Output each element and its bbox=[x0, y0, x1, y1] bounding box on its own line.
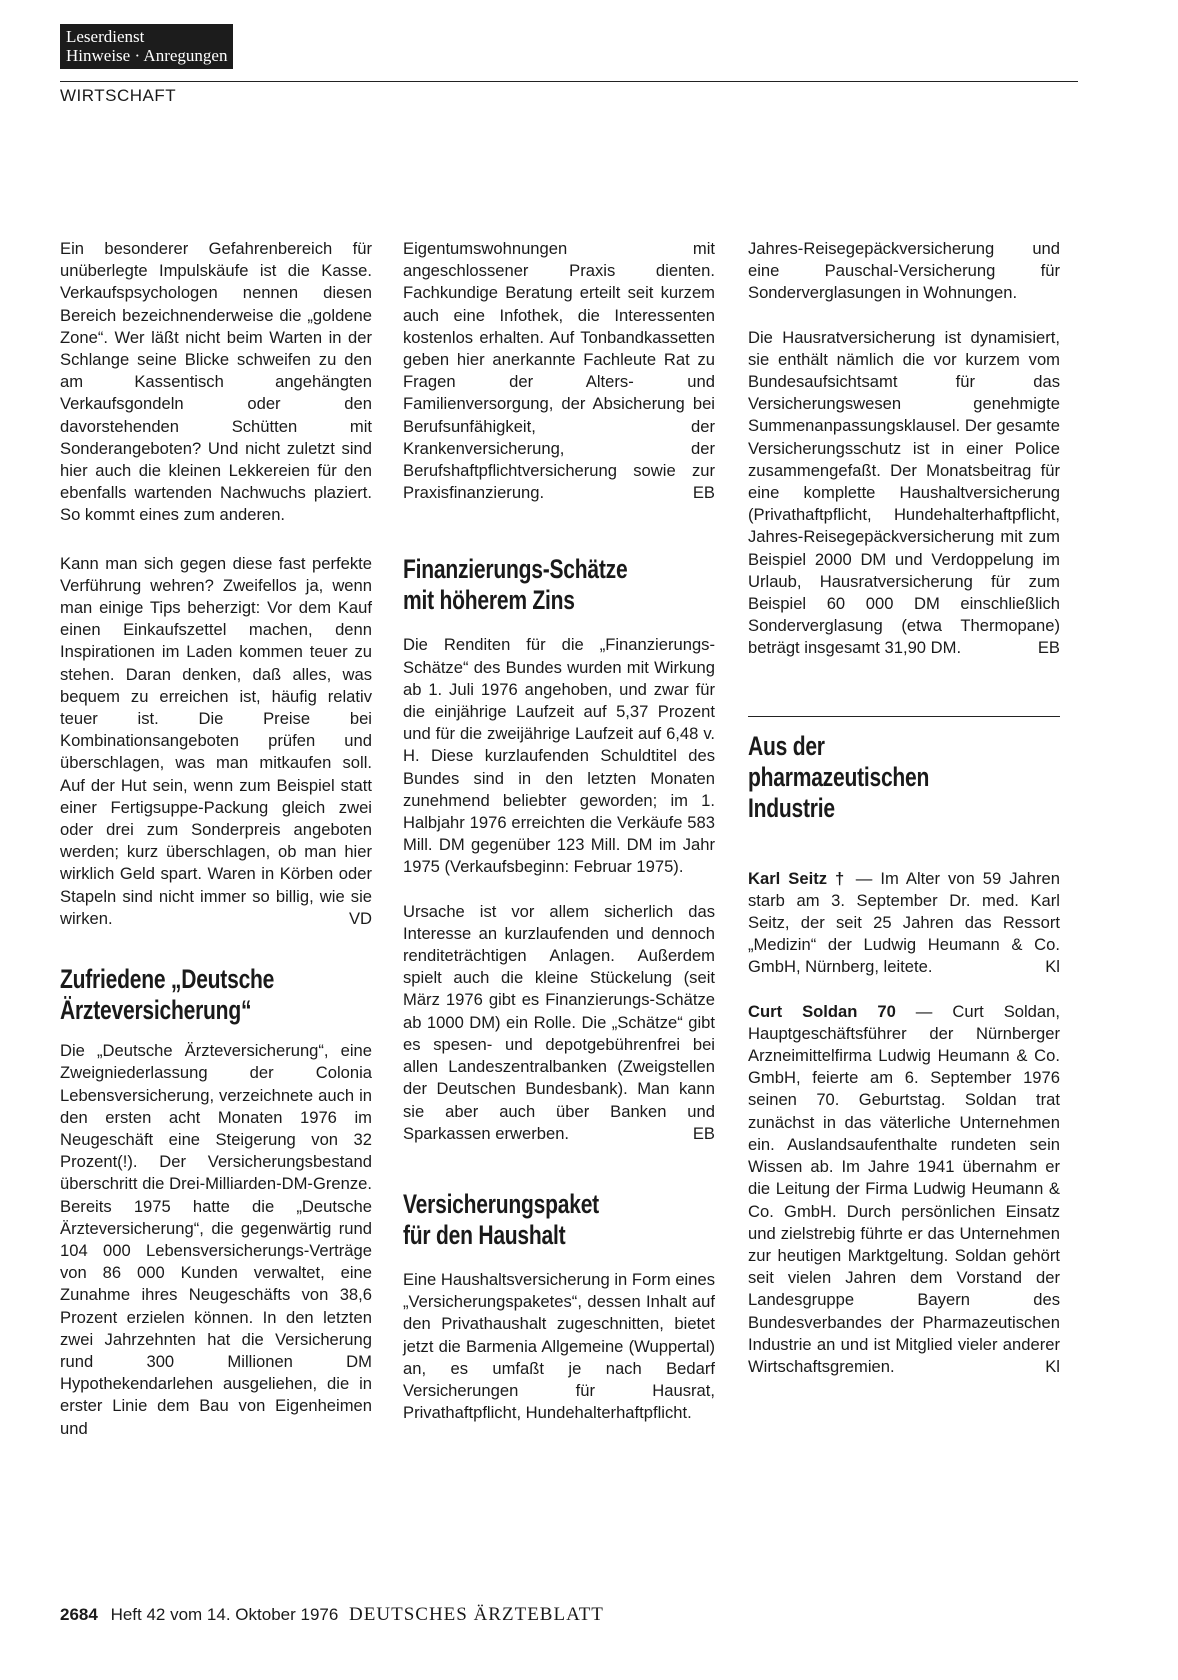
headline-line: Industrie bbox=[748, 792, 835, 823]
headline-line: Ärzteversicherung“ bbox=[60, 995, 252, 1026]
item-lead: Curt Soldan 70 bbox=[748, 1001, 896, 1021]
paragraph-text: Eigentumswohnungen mit angeschlossener Praxis dienten. Fachkundige Beratung erteilt seit kurzem auch eine Infothek, die Interessenten kostenlos erhalten. Auf Tonbandkassetten geben hier anerkannte Fachleute Rat zu Fragen der Alters- und Familienversorgung, der Absicherung bei Berufsunfähigkeit, der Krankenversicherung, der Berufshaftpflichtversicherung sowie zur Praxisfinanzierung. bbox=[403, 239, 715, 503]
author-signature: EB bbox=[692, 1123, 715, 1143]
paragraph bbox=[403, 901, 715, 1145]
paragraph-text: Kann man sich gegen diese fast perfekte Verführung wehren? Zweifellos ja, wenn man einige Tips beherzigt: Vor dem Kauf einen Einkaufszettel machen, denn Inspirationen im Laden kommen teuer zu stehen. Daran denken, daß alles, was bequem zu erreichen ist, häufig relativ teuer ist. Die Preise bei Kombinationsangeboten prüfen und überschlagen, was man mitkaufen soll. Auf der Hut sein, wenn zum Beispiel statt einer Fertigsuppe-Packung gleich zwei oder drei zum Sonderpreis angeboten werden; kurz überschlagen, ob man hier wirklich Geld spart. Waren in Körben oder Stapeln sind nicht immer so billig, wie sie wirken. bbox=[60, 553, 372, 928]
author-signature: VD bbox=[348, 908, 372, 928]
headline-line: Finanzierungs-Schätze bbox=[403, 554, 628, 585]
tag-line-2: Hinweise · Anregungen bbox=[66, 46, 228, 65]
headline-line: für den Haushalt bbox=[403, 1219, 566, 1250]
section-tag bbox=[60, 24, 233, 69]
paragraph bbox=[748, 1001, 1060, 1378]
journal-name: DEUTSCHES ÄRZTEBLATT bbox=[349, 1604, 604, 1625]
paragraph bbox=[403, 238, 715, 504]
header-rule bbox=[60, 81, 1078, 82]
paragraph bbox=[748, 868, 1060, 979]
headline-line: mit höherem Zins bbox=[403, 585, 575, 616]
headline-line: Versicherungspaket bbox=[403, 1188, 599, 1219]
item-lead: Karl Seitz † bbox=[748, 868, 848, 888]
column-1 bbox=[60, 238, 372, 1440]
paragraph: Die Renditen für die „Finanzierungs-Schätze“ des Bundes wurden mit Wirkung ab 1. Juli 1976 angehoben, und zwar für die einjährige Laufzeit auf 5,37 Prozent und für die zweijährige Laufzeit auf 6,48 v. H. Diese kurzlaufenden Schuldtitel des Bundes sind in den letzten Monaten zunehmend beliebter geworden; im 1. Halbjahr 1976 erreichten die Verkäufe 583 Mill. DM gegenüber 123 Mill. DM im Jahr 1975 (Verkaufsbeginn: Februar 1975). bbox=[403, 635, 715, 877]
page-footer bbox=[60, 1604, 604, 1626]
issue-info: Heft 42 vom 14. Oktober 1976 bbox=[110, 1605, 339, 1624]
article-headline bbox=[403, 1189, 715, 1251]
author-signature: EB bbox=[692, 483, 715, 503]
article-headline bbox=[748, 731, 1060, 824]
paragraph: Die „Deutsche Ärzteversicherung“, eine Zweigniederlassung der Colonia Lebensversicherung, verzeichnete auch in den ersten acht Monaten 1976 im Neugeschäft eine Steigerung von 32 Prozent(!). Der Versicherungsbestand überschritt die Drei-Milliarden-DM-Grenze. Bereits 1975 hatte die „Deutsche Ärzteversicherung“, die gegenwärtig rund 104 000 Lebensversicherungs-Verträge von 86 000 Kunden verwaltet, eine Zunahme ihres Neugeschäfts von 38,6 Prozent erzielen können. In den letzten zwei Jahrzehnten hat die Versicherung rund 300 Millionen DM Hypothekendarlehen ausgeliehen, die in erster Linie dem Bau von Eigenheimen und bbox=[60, 1041, 372, 1438]
paragraph-text: — Im Alter von 59 Jahren starb am 3. September Dr. med. Karl Seitz, der seit 25 Jahren das Ressort „Medizin“ der Ludwig Heumann & Co. GmbH, Nürnberg, leitete. bbox=[748, 868, 1061, 977]
section-title: WIRTSCHAFT bbox=[60, 86, 177, 105]
column-3 bbox=[748, 238, 1060, 1378]
column-2 bbox=[403, 238, 715, 1424]
tag-line-1: Leserdienst bbox=[66, 27, 145, 46]
article-headline bbox=[60, 964, 372, 1026]
page-number: 2684 bbox=[60, 1605, 98, 1624]
paragraph: Jahres-Reisegepäckversicherung und eine Pauschal-Versicherung für Sonderverglasungen in Wohnungen. bbox=[748, 239, 1060, 303]
headline-line: Aus der bbox=[748, 730, 825, 761]
paragraph bbox=[60, 553, 372, 930]
author-signature: EB bbox=[1037, 638, 1060, 658]
paragraph-text: Ursache ist vor allem sicherlich das Interesse an kurzlaufenden und dennoch renditeträchtigen Anlagen. Außerdem spielt auch die kleine Stückelung (seit März 1976 gibt es Finanzierungs-Schätze ab 1000 DM) ein Rolle. Die „Schätze“ gibt es spesen- und depotgebührenfrei bei allen Landeszentralbanken (Zweigstellen der Deutschen Bundesbank). Man kann sie aber auch über Banken und Sparkassen erwerben. bbox=[403, 901, 715, 1143]
paragraph bbox=[748, 327, 1060, 660]
paragraph: Ein besonderer Gefahrenbereich für unüberlegte Impulskäufe ist die Kasse. Verkaufspsychologen nennen diesen Bereich bezeichnenderweise die „goldene Zone“. Wer läßt nicht beim Warten in der Schlange seine Blicke schweifen zu den am Kassentisch angehängten Verkaufsgondeln oder den davorstehenden Schütten mit Sonderangeboten? Und nicht zuletzt sind hier auch die kleinen Lekkereien für den ebenfalls wartenden Nachwuchs plaziert. So kommt eines zum anderen. bbox=[60, 239, 372, 525]
headline-line: Zufriedene „Deutsche bbox=[60, 964, 275, 995]
author-signature: Kl bbox=[1045, 957, 1060, 977]
headline-line: pharmazeutischen bbox=[748, 761, 930, 792]
author-signature: Kl bbox=[1045, 1356, 1060, 1376]
paragraph-text: Die Hausratversicherung ist dynamisiert, sie enthält nämlich die vor kurzem vom Bundesaufsichtsamt für das Versicherungswesen genehmigte Summenanpassungsklausel. Der gesamte Versicherungsschutz ist in einer Police zusammengefaßt. Der Monatsbeitrag für eine komplette Haushaltversicherung (Privathaftpflicht, Hundehalterhaftpflicht, Jahres-Reisegepäckversicherung mit zum Beispiel 2000 DM und Verdoppelung im Urlaub, Hausratversicherung für zum Beispiel 60 000 DM einschließlich Sonderverglasung (etwa Thermopane) beträgt insgesamt 31,90 DM. bbox=[748, 327, 1060, 658]
article-headline bbox=[403, 554, 715, 616]
paragraph-text: — Curt Soldan, Hauptgeschäftsführer der Nürnberger Arzneimittelfirma Ludwig Heumann & Co. GmbH, feierte am 6. September 1976 seinen 70. Geburtstag. Soldan trat zunächst in das väterliche Unternehmen ein. Auslandsaufenthalte rundeten sein Wissen ab. Im Jahre 1941 übernahm er die Leitung der Firma Ludwig Heumann & Co. GmbH. Durch persönlichen Einsatz und zielstrebig führte er das Unternehmen zur heutigen Marktgeltung. Soldan gehört seit vielen Jahren dem Vorstand der Landesgruppe Bayern des Bundesverbandes der Pharmazeutischen Industrie an und ist Mitglied vieler anderer Wirtschaftsgremien. bbox=[748, 1001, 1060, 1376]
section-rule bbox=[748, 716, 1060, 717]
paragraph: Eine Haushaltsversicherung in Form eines „Versicherungspaketes“, dessen Inhalt auf den Privathaushalt zugeschnitten, bietet jetzt die Barmenia Allgemeine (Wuppertal) an, es umfaßt je nach Bedarf Versicherungen für Hausrat, Privathaftpflicht, Hundehalterhaftpflicht. bbox=[403, 1269, 715, 1423]
